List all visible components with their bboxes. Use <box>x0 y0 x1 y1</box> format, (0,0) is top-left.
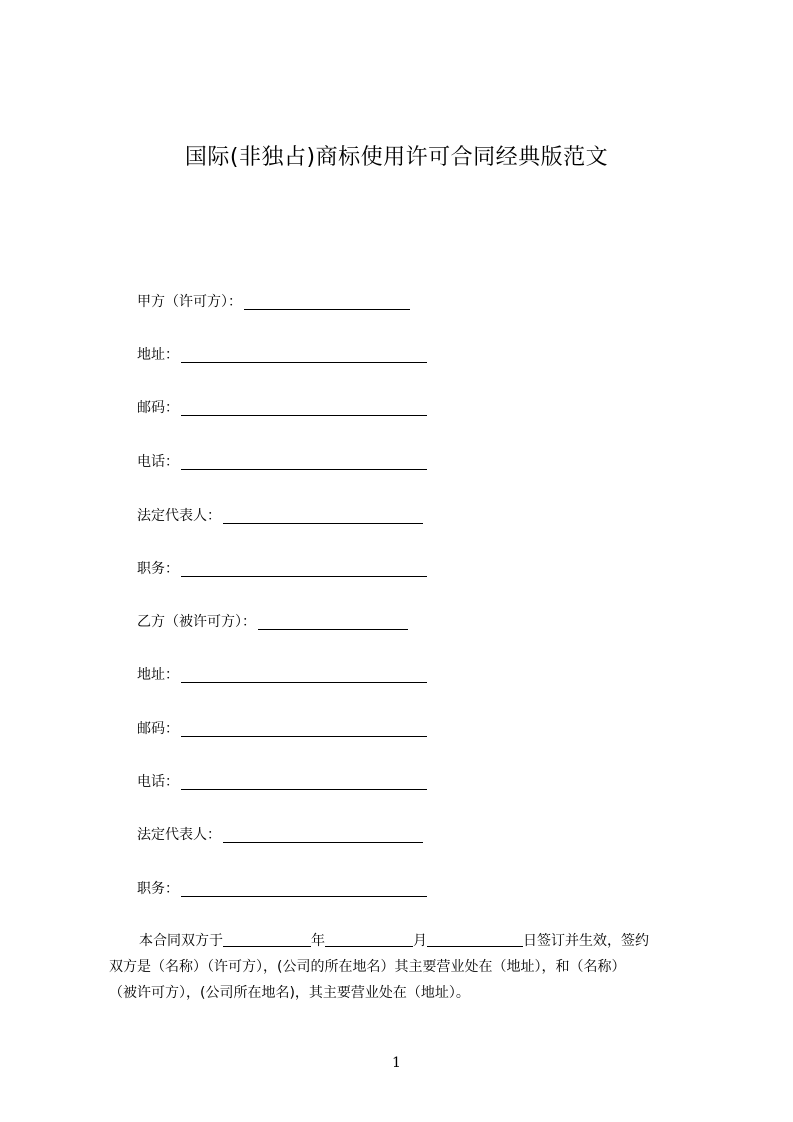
party-b-address-field <box>137 665 427 685</box>
party-a-address-field <box>137 345 427 365</box>
party-b-legal-rep-label: 法定代表人： <box>137 827 221 843</box>
party-b-phone-field <box>137 772 427 792</box>
party-b-postcode-blank[interactable] <box>181 721 427 737</box>
intro-part2: 日签订并生效，签约 <box>523 933 649 949</box>
party-a-phone-blank[interactable] <box>181 454 427 470</box>
party-a-position-field <box>137 559 427 579</box>
party-a-name-field <box>137 292 410 312</box>
party-b-name-label: 乙方（被许可方）： <box>137 614 256 630</box>
party-b-legal-rep-blank[interactable] <box>223 827 423 843</box>
party-b-address-label: 地址： <box>137 667 179 683</box>
party-b-position-blank[interactable] <box>181 881 427 897</box>
party-b-phone-label: 电话： <box>137 774 179 790</box>
party-a-legal-rep-field <box>137 506 423 526</box>
party-a-postcode-field <box>137 398 427 418</box>
party-b-postcode-label: 邮码： <box>137 721 179 737</box>
intro-month-blank[interactable] <box>325 931 413 947</box>
intro-day-blank[interactable] <box>427 931 523 947</box>
party-b-phone-blank[interactable] <box>181 774 427 790</box>
intro-line-3: （被许可方），(公司所在地名)，其主要营业处在（地址）。 <box>109 985 470 1001</box>
party-b-position-field <box>137 879 427 899</box>
party-a-legal-rep-blank[interactable] <box>223 508 423 524</box>
party-b-position-label: 职务： <box>137 881 179 897</box>
page-number: 1 <box>392 1055 401 1071</box>
intro-line-1 <box>109 928 719 954</box>
document-title: 国际(非独占)商标使用许可合同经典版范文 <box>184 145 609 170</box>
party-b-legal-rep-field <box>137 825 423 845</box>
intro-year-label: 年 <box>311 933 325 949</box>
party-a-phone-field <box>137 452 427 472</box>
party-a-name-blank[interactable] <box>244 294 410 310</box>
party-a-position-label: 职务： <box>137 561 179 577</box>
intro-line-2: 双方是（名称）（许可方），(公司的所在地名）其主要营业处在（地址），和（名称） <box>109 959 626 975</box>
intro-month-label: 月 <box>413 933 427 949</box>
party-a-address-blank[interactable] <box>181 347 427 363</box>
party-a-name-label: 甲方（许可方）： <box>137 294 242 310</box>
party-b-name-field <box>137 612 408 632</box>
party-a-address-label: 地址： <box>137 347 179 363</box>
party-a-postcode-blank[interactable] <box>181 400 427 416</box>
intro-year-blank[interactable] <box>223 931 311 947</box>
party-a-position-blank[interactable] <box>181 561 427 577</box>
party-a-phone-label: 电话： <box>137 454 179 470</box>
party-a-postcode-label: 邮码： <box>137 400 179 416</box>
party-b-postcode-field <box>137 719 427 739</box>
party-b-address-blank[interactable] <box>181 667 427 683</box>
intro-paragraph <box>109 928 719 1006</box>
intro-part1: 本合同双方于 <box>139 933 223 949</box>
party-b-name-blank[interactable] <box>258 614 408 630</box>
party-a-legal-rep-label: 法定代表人： <box>137 508 221 524</box>
